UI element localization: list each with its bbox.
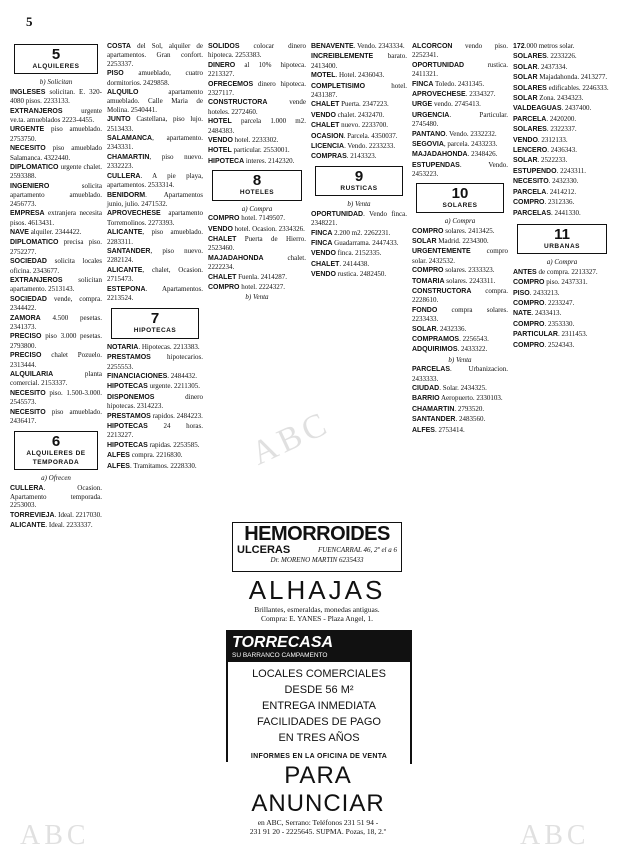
listing-item: NECESITO piso amueblado Salamanca. 4322440. [10,144,102,162]
listing-item: BENIDORM. Apartamentos junio, julio. 2471532. [107,190,203,208]
listing-item: ALICANTE, piso amueblado. 2283311. [107,228,203,246]
listing-item: SOLAR. 2432336. [412,324,467,333]
listing-item: COMPRAMOS. 2256543. [412,334,489,343]
listing-item: MAJADAHONDA. 2348426. [412,150,498,159]
listing-item: URGENTEMENTE compro solar. 2432532. [412,247,508,265]
section-header-hipotecas [111,308,199,338]
listing-item: ESTUPENDAS. Vendo. 2453223. [412,160,508,179]
listings-c5c [412,365,508,435]
ad-line: LOCALES COMERCIALES [252,668,386,680]
listing-item: CULLERA. Ocasion. Apartamento temporada. 2253003. [10,483,102,510]
listing-item: HIPOTECA interes. 2142320. [208,156,295,165]
ad-lines [228,662,410,746]
column-1 [10,42,102,857]
section-title: ALQUILERES [32,63,80,70]
listing-item: VENDO finca. 2152335. [311,249,382,258]
listing-item: CULLERA. A pie playa, apartamentos. 2533314. [107,171,203,190]
listing-item: JUNTO Castellana, piso lujo. 2513433. [107,115,203,133]
listing-item: OCASION. Parcela. 4350037. [311,131,398,140]
listing-item: FINANCIACIONES. 2484432. [107,372,198,380]
listing-item: PARCELA. 2420200. [513,114,577,123]
listing-item: PRESTAMOS hipotecarios. 2255553. [107,353,203,371]
section-subtitle-compra: a) Compra [241,204,273,213]
section-title: URBANAS [544,242,580,250]
listing-item: URGE vendo. 2745413. [412,100,481,109]
section-subtitle-venta: b) Venta [448,355,472,364]
listings-c1b [10,484,102,531]
listing-item: ALICANTE. Ideal. 2233337. [10,521,93,530]
listings-c2b [107,343,203,471]
listing-item: CHALET Puerta de Hierro. 2523460. [208,234,306,253]
listing-item: INGLESES solicitan. E. 320-4080 pisos. 2233133. [10,87,102,106]
listing-item: VENDO hotel. Ocasion. 2334326. [208,224,305,233]
listing-item: SOLAR. 2437334. [513,62,568,71]
listing-item: COMPRAS. 2143323. [311,152,377,161]
listing-item: MOTEL. Hotel. 2436043. [311,71,385,80]
listing-item: CHALET Puerta. 2347223. [311,100,389,109]
listing-item: PISO. 2433213. [513,288,560,297]
listing-item: SOLAR Madrid. 2234300. [412,236,489,245]
ad-torrecasa [226,630,412,764]
ad-line3: 231 91 20 - 2225645. SUPMA. Pozas, 18, 2.º [249,827,387,836]
listing-item: ESTEPONA. Apartamentos. 2213524. [107,284,203,302]
section-header-urbanas [517,224,607,254]
section-subtitle-venta: b) Venta [245,293,269,302]
listing-item: APROVECHESE. 2334327. [412,90,496,99]
ad-title: ALHAJAS [248,575,386,605]
ad-line: FACILIDADES DE PAGO [257,716,381,728]
listing-item: NATE. 2433413. [513,309,562,318]
listing-item: MAJADAHONDA chalet. 2222234. [208,253,306,272]
listing-item: LENCERO. 2436343. [513,146,577,155]
listing-item: DIPLOMATICO urgente chalet. 2593388. [10,163,102,181]
listing-item: ALQUILARIA planta comercial. 2153337. [10,370,102,388]
section-subtitle: b) Solicitan [39,78,73,87]
listing-item: TORREVIEJA. Ideal. 2217030. [10,510,102,519]
listing-item: EMPRESA extranjera necesita pisos. 4613431. [10,209,102,227]
section-header-solares [416,183,504,213]
listing-item: LICENCIA. Vendo. 2233233. [311,142,396,151]
listing-item: BENAVENTE. Vendo. 2343334. [311,42,405,50]
listing-item: URGENTE piso amueblado. 2753750. [10,125,102,143]
listing-item: VENDO chalet. 2432470. [311,110,385,119]
ad-title: HEMORROIDES [244,523,390,545]
listing-item: EXTRANJEROS urgente ve.ta. amueblados 2223-4455. [10,106,102,125]
listing-item: SEGOVIA, parcela. 2433233. [412,140,498,149]
section-title: ALQUILERES DE TEMPORADA [26,450,86,466]
listing-item: 172.000 metros solar. [513,42,575,50]
listing-item: CIUDAD. Solar. 2434325. [412,384,487,392]
listing-item: PRESTAMOS rapidos. 2484223. [107,411,203,420]
listing-item: SALAMANCA, apartamento. 2343331. [107,134,203,152]
listing-item: VALDEAGUAS. 2437400. [513,104,592,113]
listing-item: COMPRO piso. 2437331. [513,278,588,287]
section-title: RUSTICAS [340,184,378,192]
listing-item: ADQUIRIMOS. 2433322. [412,345,488,354]
listing-item: CONSTRUCTORA compra. 2228610. [412,286,508,305]
listings-c3 [208,42,306,166]
listing-item: COMPRO. 2353330. [513,319,575,328]
listing-item: VENDO. 2312133. [513,135,568,144]
listing-item: DIPLOMATICO precisa piso. 2752277. [10,238,102,256]
listing-item: FINCA 2.200 m2. 2262231. [311,228,391,237]
listing-item: HIPOTECAS urgente. 2211305. [107,382,200,391]
ad-anunciar [226,762,410,836]
listing-item: NECESITO piso amueblado. 2436417. [10,407,102,426]
listing-item: COMPRO hotel. 2224327. [208,282,285,291]
listing-item: OPORTUNIDAD rustica. 2411321. [412,60,508,79]
listing-item: COMPRO. 2312336. [513,198,575,207]
listing-item: SANTANDER. 2483560. [412,415,486,424]
listing-item: COSTA del Sol, alquiler de apartamentos. Gran confort. 2253337. [107,42,203,68]
ad-footer: INFORMES EN LA OFICINA DE VENTA [250,753,388,760]
section-number: 8 [252,172,262,190]
listing-item: SOLARES. 2233226. [513,52,577,61]
listing-item: EXTRANJEROS solicitan apartamento. 2513143. [10,275,102,294]
listing-item: SOLIDOS colocar dinero hipoteca. 2253383. [208,42,306,60]
listings-c3b [208,214,306,292]
listing-item: BARRIO Aeropuerto. 2330103. [412,394,503,403]
listing-item: ALFES. 2753414. [412,425,465,434]
listing-item: VENDO rustica. 2482450. [311,270,387,279]
listing-item: FINCA Toledo. 2431345. [412,79,485,88]
listing-item: NOTARIA. Hipotecas. 2213383. [107,342,200,351]
section-header-rusticas [315,166,403,196]
listing-item: SOLARES. 2322337. [513,125,577,134]
ad-line2: Brillantes, esmeraldas, monedas antiguas. [254,605,380,614]
listing-item: ALFES compra. 2216830. [107,451,183,460]
column-5 [412,42,508,857]
listing-item: PISO amueblado, cuatro dormitorios. 2429858. [107,69,203,87]
section-subtitle: a) Ofrecen [41,474,71,483]
listing-item: PARCELAS. 2441330. [513,208,581,217]
listing-item: SANTANDER, piso nuevo. 2282124. [107,246,203,265]
listing-item: COMPRO. 2524343. [513,340,575,349]
watermark: ABC [245,404,336,473]
listing-item: DISPONEMOS dinero hipotecas. 2314223. [107,392,203,411]
listing-item: HOTEL parcela 1.000 m2. 2484383. [208,117,306,135]
listing-item: CHALET. 2414438. [311,259,370,268]
watermark-bottom-left: ABC [20,820,90,851]
section-title: SOLARES [442,201,478,209]
listing-item: SOLAR Majadahonda. 2413277. [513,73,608,82]
listing-item: SOCIEDAD vende, compra. 2344422. [10,294,102,313]
listing-item: NECESITO. 2432330. [513,177,579,186]
listing-item: ZAMORA 4.500 pesetas. 2341373. [10,313,102,331]
listing-item: CHALET Fuenla. 2414287. [208,272,287,281]
listing-item: ESTUPENDO. 2243311. [513,166,587,175]
ad-title: PARA ANUNCIAR [251,762,385,817]
listing-item: FONDO compra solares. 2233433. [412,305,508,324]
section-header-alquileres-temporada [14,431,98,470]
listings-c6b [513,268,611,350]
listing-item: COMPRO solares. 2333323. [412,266,495,275]
ad-alhajas [226,575,408,625]
section-number: 6 [51,433,61,451]
listing-item: HOTEL particular. 2553001. [208,146,290,155]
listing-item: COMPRO. 2233247. [513,298,575,307]
section-title: HIPOTECAS [133,327,177,335]
listing-item: SOLARES edificables. 2246333. [513,83,609,92]
listing-item: PARCELAS. Urbanizacion. 2433333. [412,365,508,383]
listing-item: NAVE alquiler. 2344422. [10,227,82,236]
section-header-alquileres [14,44,98,74]
listing-item: CHAMARTIN, piso nuevo. 2332223. [107,152,203,171]
listing-item: ALICANTE, chalet, Ocasion. 2715473. [107,265,203,284]
page-number: 5 [26,14,33,29]
listing-item: ALQUILO apartamento amueblado. Calle Maria de Molina. 2540441. [107,88,203,114]
column-6 [513,42,611,857]
listings-c6 [513,42,611,218]
ad-hemorroides [232,522,402,572]
listings-c4b [311,210,407,280]
watermark-bottom-right: ABC [520,820,590,851]
ad-brand: TORRECASA [232,634,334,651]
section-subtitle-compra: a) Compra [444,217,476,226]
ad-line: DESDE 56 M² [284,684,354,696]
listings-c5 [412,42,508,179]
listing-item: OPORTUNIDAD. Vendo finca. 2348221. [311,209,407,228]
ad-line3: Dr. MORENO MARTIN 6235433 [270,556,364,564]
listing-item: SOLAR Zona. 2434323. [513,94,584,103]
listing-item: PARTICULAR. 2311453. [513,330,588,339]
listings-c5b [412,227,508,355]
listing-item: PANTANO. Vendo. 2332232. [412,129,497,138]
listing-item: PARCELA. 2414212. [513,187,577,196]
section-title: HOTELES [239,189,275,197]
ad-line2-right: FUENCARRAL 46, 2º el a 6 [317,546,397,554]
listing-item: ANTES de compra. 2213327. [513,267,598,276]
listing-item: ALCORCON vendo piso. 2252341. [412,42,508,60]
listing-item: CONSTRUCTORA vende hoteles. 2272460. [208,98,306,116]
listing-item: TOMARIA solares. 2243311. [412,276,496,285]
listings-c1 [10,88,102,426]
section-header-hoteles [212,170,302,200]
ad-line2: en ABC, Serrano: Teléfonos 231 51 94 - [257,818,379,827]
listing-item: COMPRO solares. 2413425. [412,226,495,235]
ad-line3: Compra: E. YANES - Plaza Angel, 1. [261,614,373,623]
listing-item: APROVECHESE apartamento Torremolinos. 2273393. [107,209,203,227]
section-number: 11 [554,225,570,243]
column-2 [107,42,203,857]
listing-item: INCREIBLEMENTE barato. 2413400. [311,52,407,70]
section-number: 7 [150,310,160,328]
listing-item: PRECISO chalet Pozuelo. 2313444. [10,351,102,369]
listing-item: PRECISO piso 3.000 pesetas. 2793800. [10,332,102,350]
listing-item: INGENIERO solicita apartamento amueblado. 2456773. [10,181,102,208]
listings-c2 [107,42,203,302]
listing-item: HIPOTECAS 24 horas. 2213227. [107,422,203,440]
listing-item: OFRECEMOS dinero hipoteca. 2327117. [208,79,306,98]
listing-item: COMPRO hotel. 7149507. [208,214,285,223]
listing-item: DINERO al 10% hipoteca. 2213327. [208,60,306,79]
column-3 [208,42,306,512]
listing-item: SOLAR. 2522233. [513,156,568,165]
listing-item: COMPLETISIMO hotel. 2431387. [311,81,407,100]
ad-line: ENTREGA INMEDIATA [262,700,376,712]
listing-item: CHALET nuevo. 2233700. [311,121,388,130]
listing-item: SOCIEDAD solicita locales oficina. 2343677. [10,257,102,275]
section-subtitle: b) Venta [347,200,371,209]
section-number: 10 [451,184,469,202]
section-number: 5 [51,46,61,63]
listing-item: ALFES. Tramitamos. 2228330. [107,461,197,470]
listings-c4 [311,42,407,162]
section-number: 9 [354,167,364,185]
listing-item: HIPOTECAS rapidas. 2253585. [107,440,200,449]
column-4 [311,42,407,512]
listing-item: CHAMARTIN. 2793520. [412,404,485,413]
ad-line2-left: ULCERAS [237,544,291,556]
listing-item: VENDO hotel. 2233302. [208,136,279,145]
listing-item: URGENCIA. Particular. 2745480. [412,110,508,129]
ad-subtitle: SU BARRANCO CAMPAMENTO [232,652,328,659]
section-subtitle: a) Compra [546,258,578,267]
ad-line: EN TRES AÑOS [278,732,360,744]
listing-item: NECESITO piso. 1.500-3.000. 2545573. [10,388,102,407]
listing-item: FINCA Guadarrama. 2447433. [311,238,399,247]
